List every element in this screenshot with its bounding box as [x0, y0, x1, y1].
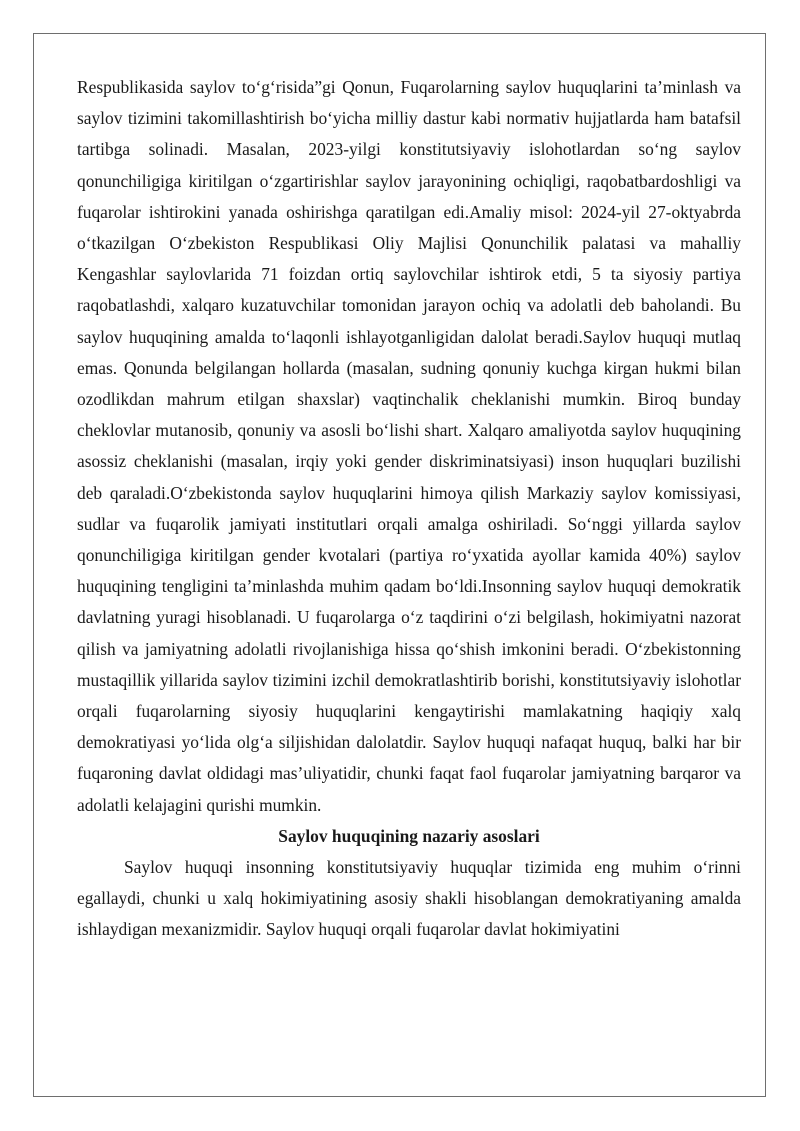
body-paragraph: Saylov huquqi insonning konstitutsiyaviy huquqlar tizimida eng muhim o‘rinni egallaydi, chunki u xalq hokimiyatining asosiy shakli hisoblangan demokratiyaning amalda ishlaydigan mexanizmidir. Saylov huquqi orqali fuqarolar davlat hokimiyatini [77, 857, 741, 940]
body-paragraph: Respublikasida saylov to‘g‘risida”gi Qonun, Fuqarolarning saylov huquqlarini ta’minlash va saylov tizimini takomillashtirish bo‘yicha milliy dastur kabi normativ hujjatlarda ham batafsil tartibga solinadi. Masalan, 2023-yilgi konstitutsiyaviy islohotlardan so‘ng saylov qonunchiligiga kiritilgan o‘zgartirishlar saylov jarayonining ochiqligi, raqobatbardoshligi va fuqarolar ishtirokini yanada oshirishga qaratilgan edi.Amaliy misol: 2024-yil 27-oktyabrda o‘tkazilgan O‘zbekiston Respublikasi Oliy Majlisi Qonunchilik palatasi va mahalliy Kengashlar saylovlarida 71 foizdan ortiq saylovchilar ishtirok etdi, 5 ta siyosiy partiya raqobatlashdi, xalqaro kuzatuvchilar tomonidan jarayon ochiq va adolatli deb baholandi. Bu saylov huquqining amalda to‘laqonli ishlayotganligidan dalolat beradi.Saylov huquqi mutlaq emas. Qonunda belgilangan hollarda (masalan, sudning qonuniy kuchga kirgan hukmi bilan ozodlikdan mahrum etilgan shaxslar) vaqtinchalik cheklanishi mumkin. Biroq bunday cheklovlar mutanosib, qonuniy va asosli bo‘lishi shart. Xalqaro amaliyotda saylov huquqining asossiz cheklanishi (masalan, irqiy yoki gender diskriminatsiyasi) inson huquqlari buzilishi deb qaraladi.O‘zbekistonda saylov huquqlarini himoya qilish Markaziy saylov komissiyasi, sudlar va fuqarolik jamiyati institutlari orqali amalga oshiriladi. So‘nggi yillarda saylov qonunchiligiga kiritilgan gender kvotalari (partiya ro‘yxatida ayollar kamida 40%) saylov huquqining tengligini ta’minlashda muhim qadam bo‘ldi.Insonning saylov huquqi demokratik davlatning yuragi hisoblanadi. U fuqarolarga o‘z taqdirini o‘zi belgilash, hokimiyatni nazorat qilish va jamiyatning adolatli rivojlanishiga hissa qo‘shish imkonini beradi. O‘zbekistonning mustaqillik yillarida saylov tizimini izchil demokratlashtirib borishi, konstitutsiyaviy islohotlar orqali fuqarolarning siyosiy huquqlarini kengaytirishi mamlakatning haqiqiy xalq demokratiyasi yo‘lida olg‘a siljishidan dalolatdir. Saylov huquqi nafaqat huquq, balki har bir fuqaroning davlat oldidagi mas’uliyatidir, chunki faqat faol fuqarolar jamiyatning barqaror va adolatli kelajagini qurishi mumkin. [77, 77, 741, 815]
section-heading: Saylov huquqining nazariy asoslari [278, 825, 540, 846]
document-body [77, 72, 741, 946]
